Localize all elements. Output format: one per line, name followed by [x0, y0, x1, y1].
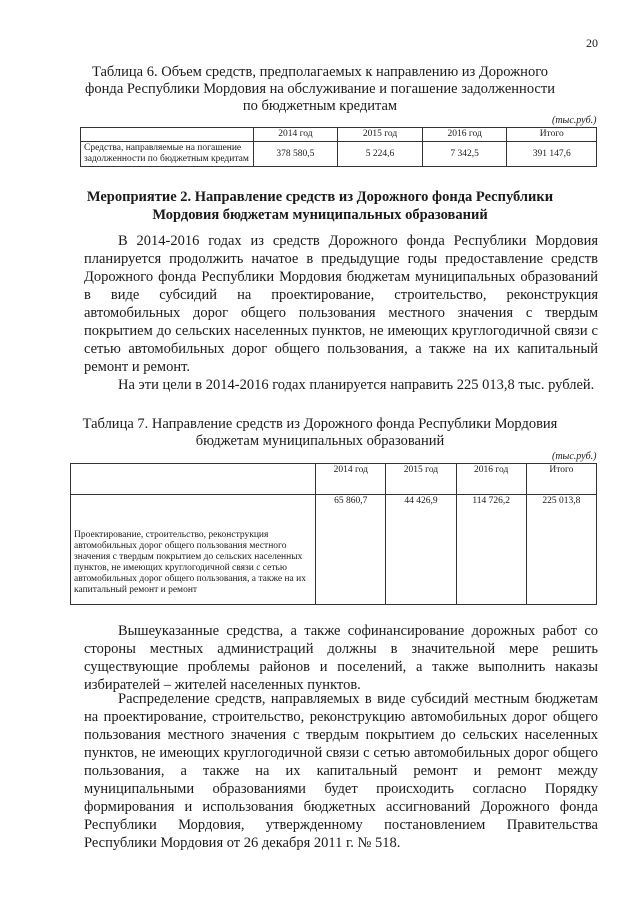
table6-header-cell: 2015 год: [338, 128, 423, 142]
table6-cell-2015: 5 224,6: [338, 142, 423, 167]
table6-header-cell: Итого: [507, 128, 597, 142]
table7-row-label: Проектирование, строительство, реконструкция автомобильных дорог общего пользования местного значения с твердым покрытием до сельских населенных пунктов, не имеющих круглогодичной связи с сетью автомобильных дорог общего пользования, а также на их капитальный ремонт и ремонт: [71, 495, 316, 605]
table7-cell-2015: 44 426,9: [386, 495, 456, 605]
table7-header-row: [71, 464, 597, 495]
table7-header-cell: Итого: [526, 464, 596, 495]
table6: [80, 127, 597, 167]
table7-header-cell: 2016 год: [456, 464, 526, 495]
table7-header-cell: 2014 год: [316, 464, 386, 495]
table6-header-row: [81, 128, 597, 142]
closing-paragraph-1: Вышеуказанные средства, а также софинансирование дорожных работ со стороны местных администраций должны в значительной мере решить существующие проблемы районов и поселений, а также выполнить наказы избирателей – жителей населенных пунктов.: [84, 623, 598, 693]
table7-caption: Таблица 7. Направление средств из Дорожного фонда Республики Мордовия бюджетам муниципальных образований: [82, 416, 558, 449]
table6-header-cell: 2016 год: [422, 128, 507, 142]
table6-cell-2016: 7 342,5: [422, 142, 507, 167]
measure2-paragraph-1: В 2014-2016 годах из средств Дорожного фонда Республики Мордовия планируется продолжить начатое в предыдущие годы предоставление средств Дорожного фонда Республики Мордовия бюджетам муниципальных образований в виде субсидий на проектирование, строительство, реконструкция автомобильных дорог общего пользования местного значения с твердым покрытием до сельских населенных пунктов, не имеющих круглогодичной связи с сетью автомобильных дорог общего пользования, а также на их капитальный ремонт и ремонт.: [84, 233, 598, 375]
table7-cell-total: 225 013,8: [526, 495, 596, 605]
table7-unit: (тыс.руб.): [552, 451, 597, 462]
table6-caption: Таблица 6. Объем средств, предполагаемых к направлению из Дорожного фонда Республики Мордовия на обслуживание и погашение задолженности по бюджетным кредитам: [85, 64, 555, 114]
measure2-heading: Мероприятие 2. Направление средств из Дорожного фонда Республики Мордовия бюджетам муниципальных образований: [86, 189, 554, 223]
closing-paragraph-2: Распределение средств, направляемых в виде субсидий местным бюджетам на проектирование, строительство, реконструкцию автомобильных дорог общего пользования местного значения с твердым покрытием до сельских населенных пунктов, не имеющих круглогодичной связи с сетью автомобильных дорог общего пользования, а также на их капитальный ремонт и ремонт между муниципальными образованиями будет происходить согласно Порядку формирования и использования бюджетных ассигнований Дорожного фонда Республики Мордовия, утвержденному постановлением Правительства Республики Мордовия от 26 декабря 2011 г. № 518.: [84, 691, 598, 851]
table6-header-cell: 2014 год: [253, 128, 338, 142]
table-row: [81, 142, 597, 167]
table6-row-label: Средства, направляемые на погашение задолженности по бюджетным кредитам: [81, 142, 254, 167]
table7-header-cell: 2015 год: [386, 464, 456, 495]
table-row: [71, 495, 597, 605]
table6-cell-total: 391 147,6: [507, 142, 597, 167]
table6-cell-2014: 378 580,5: [253, 142, 338, 167]
table7-cell-2016: 114 726,2: [456, 495, 526, 605]
table6-header-cell: [81, 128, 254, 142]
table7-header-cell: [71, 464, 316, 495]
table7: [70, 463, 597, 605]
page-number: 20: [586, 36, 598, 50]
table7-cell-2014: 65 860,7: [316, 495, 386, 605]
table6-unit: (тыс.руб.): [552, 115, 597, 126]
measure2-paragraph-2: На эти цели в 2014-2016 годах планируется направить 225 013,8 тыс. рублей.: [118, 377, 595, 393]
